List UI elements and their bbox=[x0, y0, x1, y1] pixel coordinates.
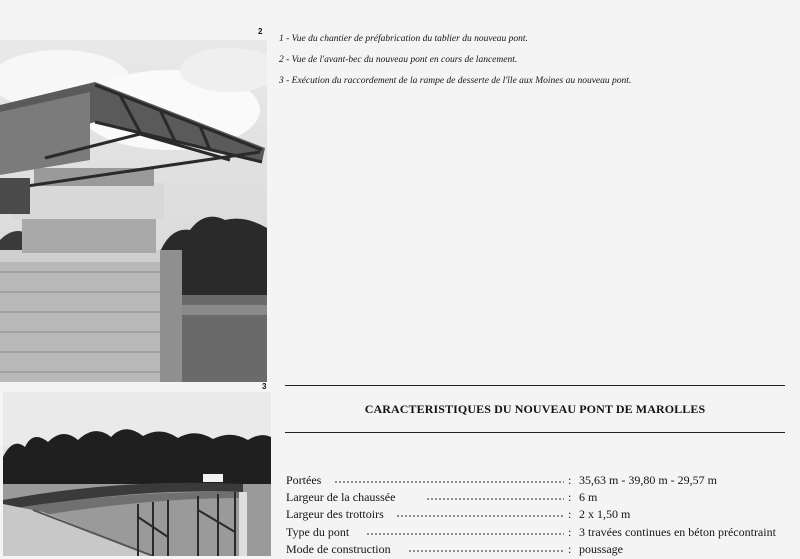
spec-colon: : bbox=[568, 473, 572, 487]
spec-colon: : bbox=[568, 490, 572, 505]
caption-1: 1 - Vue du chantier de préfabrication du tablier du nouveau pont. bbox=[279, 34, 528, 44]
specs-table bbox=[286, 473, 796, 559]
specs-title: CARACTERISTIQUES DU NOUVEAU PONT DE MAROLLES bbox=[364, 402, 706, 416]
photo-captions bbox=[279, 29, 789, 92]
photo-number-2: 2 bbox=[258, 27, 263, 36]
spec-label: Mode de construction bbox=[286, 541, 391, 556]
spec-row-mode-construction bbox=[286, 542, 796, 559]
leader-dots bbox=[408, 550, 564, 552]
spec-value: 6 m bbox=[579, 490, 598, 505]
spec-colon: : bbox=[568, 541, 572, 556]
spec-row-portees bbox=[286, 473, 796, 490]
leader-dots bbox=[396, 515, 564, 517]
spec-value: 35,63 m - 39,80 m - 29,57 m bbox=[579, 473, 717, 487]
spec-label: Type du pont bbox=[286, 524, 350, 539]
leader-dots bbox=[366, 533, 564, 535]
spec-row-largeur-trottoirs bbox=[286, 507, 796, 524]
spec-value: 2 x 1,50 m bbox=[579, 507, 631, 522]
spec-colon: : bbox=[568, 507, 572, 522]
spec-label: Largeur de la chaussée bbox=[286, 490, 396, 505]
leader-dots bbox=[426, 498, 564, 500]
spec-row-type-pont bbox=[286, 525, 796, 542]
photo-number-3: 3 bbox=[262, 382, 267, 391]
caption-3: 3 - Exécution du raccordement de la rampe de desserte de l'île aux Moines au nouveau pont. bbox=[279, 76, 632, 86]
spec-label: Largeur des trottoirs bbox=[286, 507, 384, 522]
photo-launching-nose bbox=[0, 40, 267, 382]
spec-row-largeur-chaussee bbox=[286, 490, 796, 507]
spec-colon: : bbox=[568, 524, 572, 539]
spec-value: poussage bbox=[579, 541, 623, 556]
leader-dots bbox=[334, 481, 564, 483]
photo-ramp-connection bbox=[3, 392, 271, 556]
spec-label: Portées bbox=[286, 473, 322, 487]
spec-value: 3 travées continues en béton précontraint bbox=[579, 524, 776, 539]
title-rule-top bbox=[285, 385, 785, 386]
title-rule-bottom bbox=[285, 432, 785, 433]
caption-2: 2 - Vue de l'avant-bec du nouveau pont en cours de lancement. bbox=[279, 55, 518, 65]
